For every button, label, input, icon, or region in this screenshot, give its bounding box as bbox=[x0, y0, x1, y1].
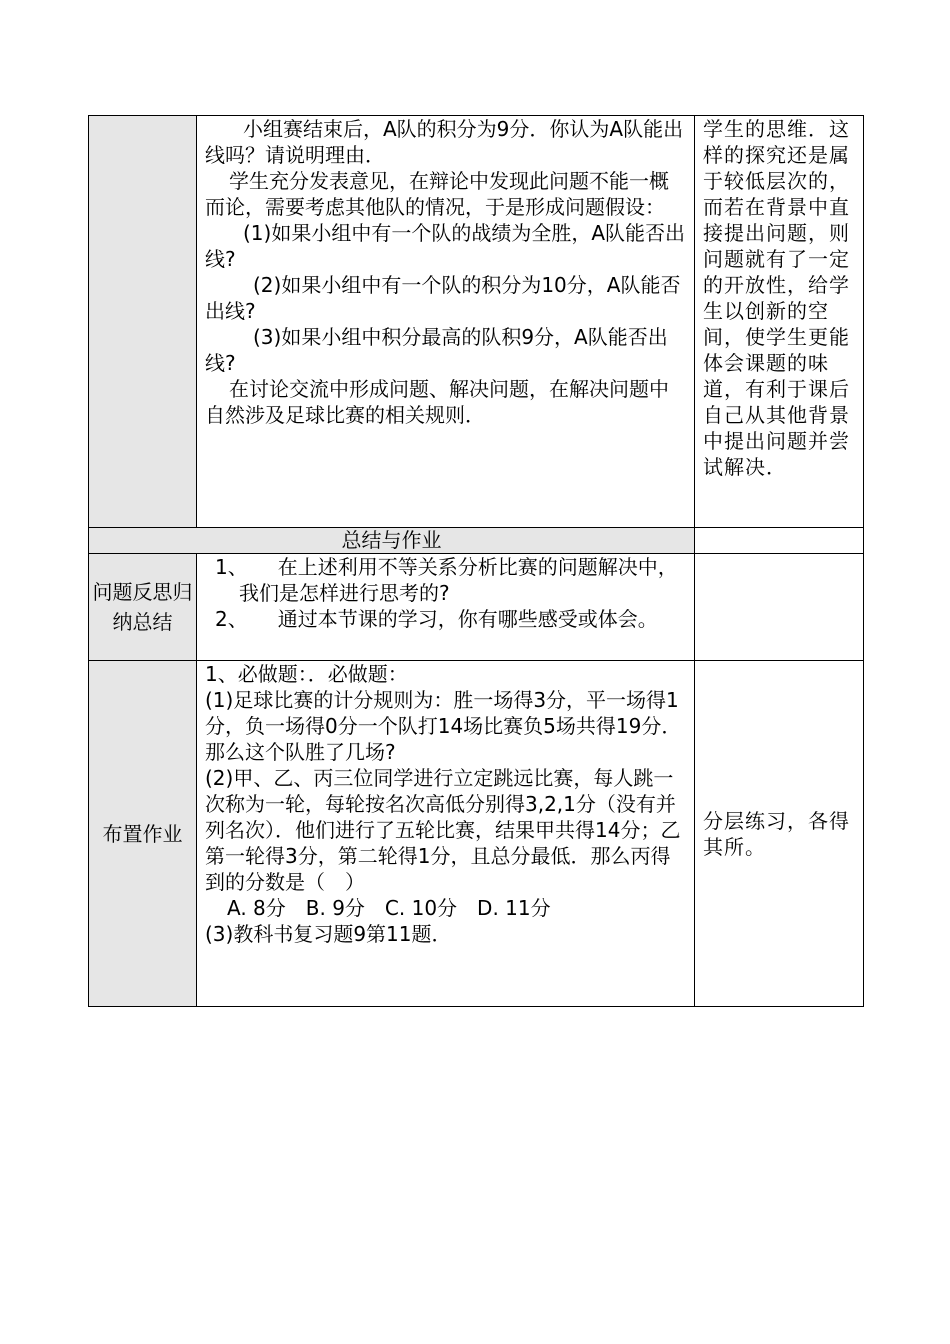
reflection-item-1: 1、 在上述利用不等关系分析比赛的问题解决中，我们是怎样进行思考的? bbox=[215, 555, 678, 605]
question-paragraph: 小组赛结束后，A队的积分为9分．你认为A队能出线吗？请说明理由． bbox=[205, 117, 684, 167]
reflection-row bbox=[89, 554, 864, 661]
homework-label: 布置作业 bbox=[89, 661, 197, 1007]
reflection-label: 问题反思归纳总结 bbox=[89, 554, 197, 661]
reflection-item-2: 2、 通过本节课的学习，你有哪些感受或体会。 bbox=[215, 607, 658, 631]
homework-question-1: (1)足球比赛的计分规则为：胜一场得3分，平一场得1分，负一场得0分一个队打14场比赛负5场共得19分．那么这个队胜了几场? bbox=[205, 688, 682, 764]
lesson-plan-table bbox=[88, 115, 864, 1007]
hypothesis-2: (2)如果小组中有一个队的积分为10分，A队能否出线? bbox=[205, 273, 681, 323]
homework-answer-options: A. 8分 B. 9分 C. 10分 D. 11分 bbox=[227, 896, 551, 920]
exploration-label-cell bbox=[89, 116, 197, 528]
hypothesis-3: (3)如果小组中积分最高的队积9分，A队能否出线? bbox=[205, 325, 668, 375]
homework-heading: 1、必做题：．必做题： bbox=[205, 662, 408, 686]
section-side-cell bbox=[695, 528, 864, 554]
section-title: 总结与作业 bbox=[89, 528, 695, 554]
homework-question-3: (3)教科书复习题9第11题． bbox=[205, 922, 452, 946]
exploration-row bbox=[89, 116, 864, 528]
discussion-paragraph: 学生充分发表意见，在辩论中发现此问题不能一概而论，需要考虑其他队的情况，于是形成问题假设： bbox=[205, 169, 669, 219]
homework-content-cell bbox=[197, 661, 695, 1007]
hypothesis-1: (1)如果小组中有一个队的战绩为全胜，A队能否出线? bbox=[205, 221, 686, 271]
homework-row bbox=[89, 661, 864, 1007]
section-header-row bbox=[89, 528, 864, 554]
exploration-note-cell: 学生的思维．这样的探究还是属于较低层次的，而若在背景中直接提出问题，则问题就有了一定的开放性，给学生以创新的空间，使学生更能体会课题的味道，有利于课后自己从其他背景中提出问题并尝试解决． bbox=[695, 116, 864, 528]
homework-note-cell: 分层练习，各得其所。 bbox=[695, 661, 864, 1007]
conclusion-paragraph: 在讨论交流中形成问题、解决问题，在解决问题中自然涉及足球比赛的相关规则． bbox=[205, 377, 669, 427]
exploration-content-cell bbox=[197, 116, 695, 528]
reflection-content-cell bbox=[197, 554, 695, 661]
homework-question-2: (2)甲、乙、丙三位同学进行立定跳远比赛，每人跳一次称为一轮，每轮按名次高低分别得3,2,1分（没有并列名次）．他们进行了五轮比赛，结果甲共得14分；乙第一轮得3分，第二轮得1分，且总分最低．那么丙得到的分数是（ ） bbox=[205, 766, 681, 894]
reflection-note-cell bbox=[695, 554, 864, 661]
